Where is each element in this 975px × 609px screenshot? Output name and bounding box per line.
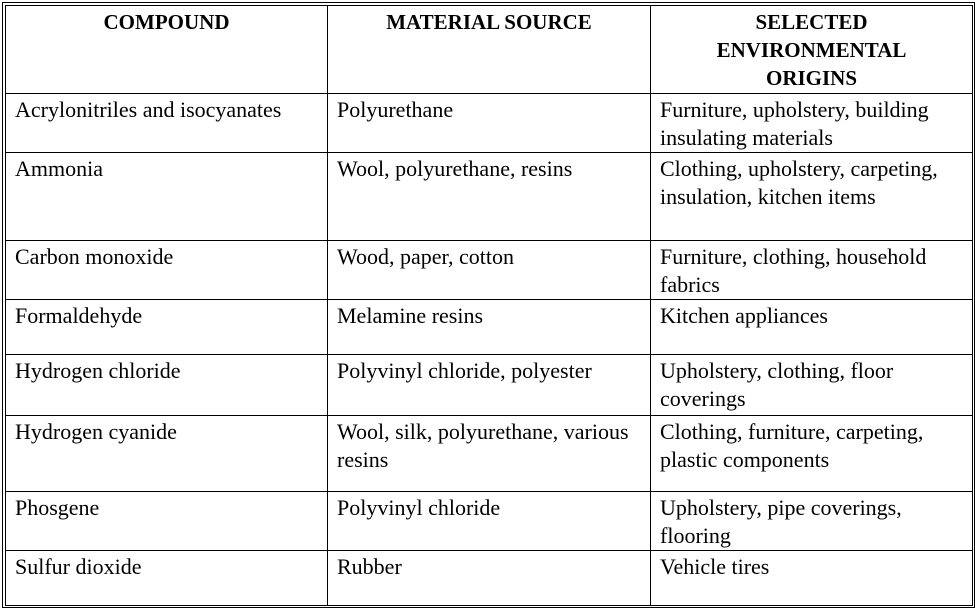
material-source-cell: Rubber [328, 551, 651, 606]
header-compound: COMPOUND [6, 6, 328, 94]
origins-cell: Kitchen appliances [651, 300, 973, 355]
material-source-cell: Wool, polyurethane, resins [328, 153, 651, 241]
compound-cell: Formaldehyde [6, 300, 328, 355]
table-row [6, 153, 973, 241]
origins-cell: Clothing, upholstery, carpeting, insulation, kitchen items [651, 153, 973, 241]
table-frame [2, 2, 975, 608]
compound-table [5, 5, 973, 606]
origins-cell: Furniture, clothing, household fabrics [651, 241, 973, 300]
origins-cell: Upholstery, pipe coverings, flooring [651, 492, 973, 551]
compound-cell: Hydrogen cyanide [6, 416, 328, 492]
compound-cell: Carbon monoxide [6, 241, 328, 300]
table-row [6, 94, 973, 153]
material-source-cell: Polyvinyl chloride, polyester [328, 355, 651, 416]
material-source-cell: Wool, silk, polyurethane, various resins [328, 416, 651, 492]
origins-cell: Vehicle tires [651, 551, 973, 606]
origins-cell: Furniture, upholstery, building insulating materials [651, 94, 973, 153]
table-row [6, 416, 973, 492]
material-source-cell: Polyvinyl chloride [328, 492, 651, 551]
compound-cell: Phosgene [6, 492, 328, 551]
compound-cell: Sulfur dioxide [6, 551, 328, 606]
table-row [6, 355, 973, 416]
table-row [6, 551, 973, 606]
origins-cell: Clothing, furniture, carpeting, plastic components [651, 416, 973, 492]
table-row [6, 492, 973, 551]
compound-cell: Ammonia [6, 153, 328, 241]
material-source-cell: Polyurethane [328, 94, 651, 153]
compound-cell: Hydrogen chloride [6, 355, 328, 416]
material-source-cell: Melamine resins [328, 300, 651, 355]
header-row [6, 6, 973, 94]
origins-cell: Upholstery, clothing, floor coverings [651, 355, 973, 416]
table-row [6, 241, 973, 300]
table-row [6, 300, 973, 355]
header-environmental-origins: SELECTED ENVIRONMENTAL ORIGINS [651, 6, 973, 94]
header-material-source: MATERIAL SOURCE [328, 6, 651, 94]
compound-cell: Acrylonitriles and isocyanates [6, 94, 328, 153]
material-source-cell: Wood, paper, cotton [328, 241, 651, 300]
